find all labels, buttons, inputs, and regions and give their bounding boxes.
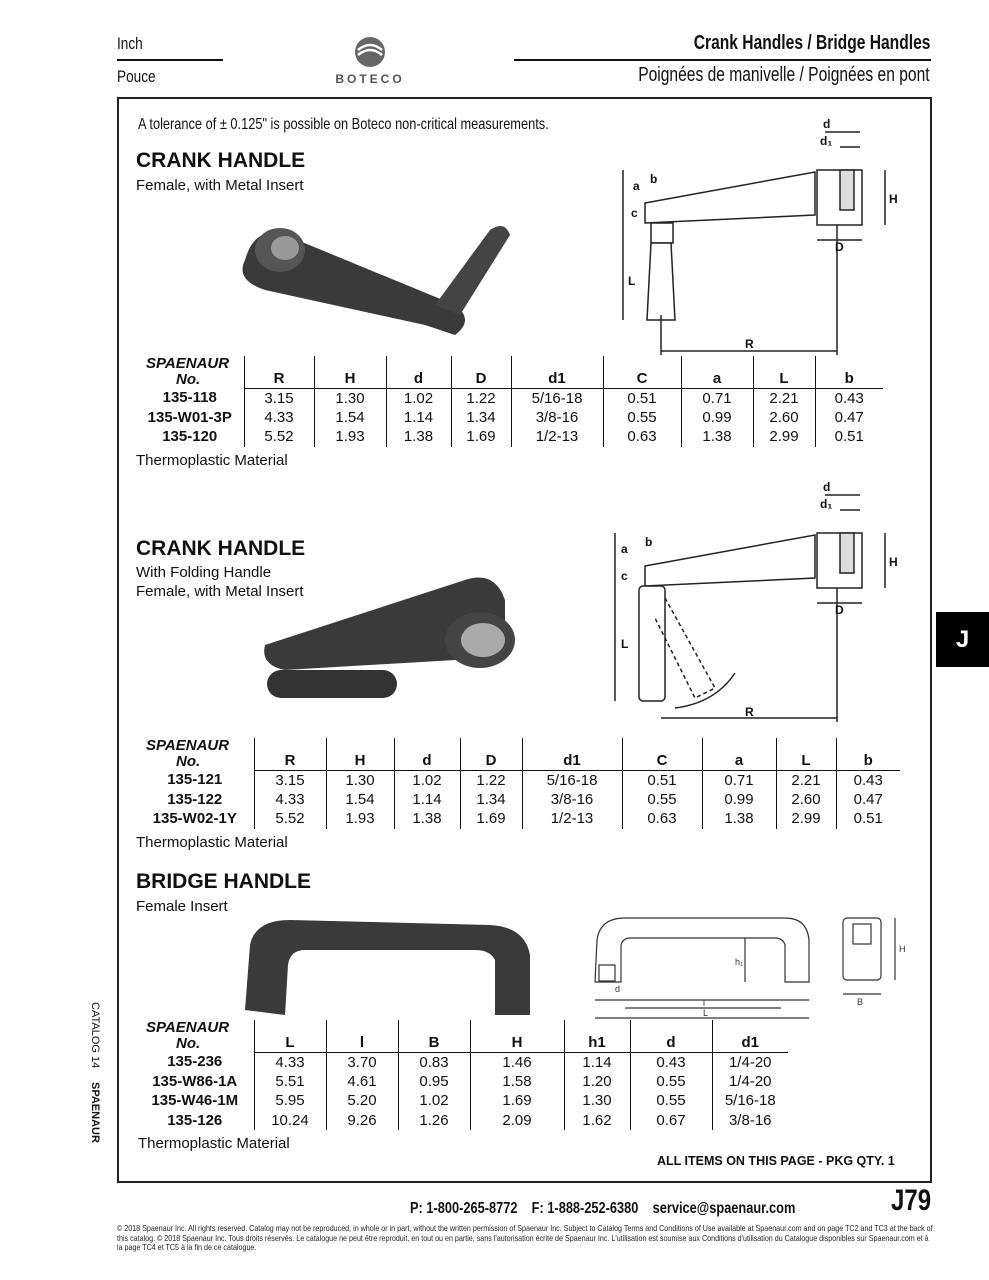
table-header-row: [136, 356, 883, 388]
crank-handle-diagram: [595, 115, 905, 365]
value-cell: 2.60: [753, 408, 815, 428]
value-cell: 1.38: [386, 427, 451, 447]
svg-text:l: l: [703, 998, 705, 1008]
column-header: B: [398, 1020, 470, 1052]
part-number-cell: 135-236: [167, 1053, 223, 1071]
value-cell: 5/16-18: [712, 1091, 788, 1111]
value-cell: 0.71: [681, 388, 753, 408]
value-cell: 3.15: [244, 388, 314, 408]
header-label: No.: [176, 371, 201, 388]
side-catalog-text: CATALOG 14: [89, 1002, 101, 1069]
svg-text:b: b: [650, 172, 658, 186]
spec-table: [136, 1020, 788, 1130]
value-cell: 1/2-13: [511, 427, 603, 447]
value-cell: 1.26: [398, 1111, 470, 1131]
value-cell: 1.30: [314, 388, 386, 408]
value-cell: 1.93: [314, 427, 386, 447]
value-cell: 1.22: [460, 770, 522, 790]
value-cell: 1/4-20: [712, 1072, 788, 1092]
value-cell: 2.21: [753, 388, 815, 408]
part-number-cell: 135-121: [167, 771, 223, 789]
value-cell: 1.30: [564, 1091, 630, 1111]
value-cell: 1.14: [394, 790, 460, 810]
column-header: d: [394, 738, 460, 770]
value-cell: 1.20: [564, 1072, 630, 1092]
bridge-handle-photo: [240, 915, 540, 1020]
part-number-cell: 135-W46-1M: [151, 1092, 239, 1110]
spec-table-2: [136, 738, 900, 829]
spec-table-3: [136, 1020, 788, 1130]
value-cell: 3/8-16: [712, 1111, 788, 1131]
value-cell: 0.47: [815, 408, 883, 428]
column-header: C: [603, 356, 681, 388]
value-cell: 3/8-16: [522, 790, 622, 810]
svg-text:L: L: [621, 637, 629, 651]
brand-text: BOTECO: [335, 72, 405, 86]
column-header: L: [254, 1020, 326, 1052]
email-link[interactable]: service@spaenaur.com: [652, 1200, 796, 1217]
bridge-handle-diagram: [585, 910, 915, 1030]
section-tab-j: J: [936, 612, 989, 667]
unit-pouce: Pouce: [117, 67, 156, 86]
svg-text:d₁: d₁: [820, 134, 833, 148]
section-title: CRANK HANDLE: [136, 537, 306, 560]
value-cell: 1.02: [398, 1091, 470, 1111]
section-subtitle: Female, with Metal Insert: [136, 177, 304, 194]
column-header: d: [630, 1020, 712, 1052]
boteco-logo: [318, 34, 422, 86]
crank-handle-photo: [225, 210, 525, 340]
table-row: [136, 388, 883, 408]
value-cell: 0.55: [630, 1091, 712, 1111]
title-en: Crank Handles / Bridge Handles: [693, 32, 930, 54]
value-cell: 1.02: [386, 388, 451, 408]
svg-text:b: b: [645, 535, 653, 549]
column-header: R: [244, 356, 314, 388]
value-cell: 1.34: [451, 408, 511, 428]
value-cell: 1.58: [470, 1072, 564, 1092]
table-row: [136, 1111, 788, 1131]
value-cell: 1.46: [470, 1052, 564, 1072]
table-row: [136, 809, 900, 829]
value-cell: 0.55: [630, 1072, 712, 1092]
column-header: a: [702, 738, 776, 770]
value-cell: 0.43: [815, 388, 883, 408]
phone: P: 1-800-265-8772: [410, 1200, 518, 1217]
header-label: No.: [176, 1035, 201, 1052]
svg-text:H: H: [899, 944, 906, 954]
value-cell: 1.69: [451, 427, 511, 447]
value-cell: 0.51: [622, 770, 702, 790]
value-cell: 1.02: [394, 770, 460, 790]
table-row: [136, 770, 900, 790]
table-row: [136, 1091, 788, 1111]
svg-text:d: d: [823, 480, 831, 494]
header-label: SPAENAUR: [146, 1019, 230, 1036]
table-header-row: [136, 738, 900, 770]
svg-text:d: d: [615, 984, 621, 994]
value-cell: 1.30: [326, 770, 394, 790]
spec-table: [136, 356, 883, 447]
value-cell: 5/16-18: [511, 388, 603, 408]
column-header: R: [254, 738, 326, 770]
header-label: SPAENAUR: [146, 737, 230, 754]
value-cell: 2.60: [776, 790, 836, 810]
value-cell: 1/4-20: [712, 1052, 788, 1072]
column-header: H: [470, 1020, 564, 1052]
column-header: C: [622, 738, 702, 770]
value-cell: 0.83: [398, 1052, 470, 1072]
svg-text:H: H: [889, 555, 898, 569]
svg-text:c: c: [621, 569, 628, 583]
column-header: d1: [712, 1020, 788, 1052]
column-header: d1: [522, 738, 622, 770]
value-cell: 2.99: [753, 427, 815, 447]
svg-text:L: L: [628, 274, 636, 288]
table-row: [136, 408, 883, 428]
part-number-cell: 135-W86-1A: [152, 1072, 238, 1090]
svg-text:c: c: [631, 206, 638, 220]
value-cell: 1.62: [564, 1111, 630, 1131]
value-cell: 4.33: [254, 1052, 326, 1072]
spec-table: [136, 738, 900, 829]
value-cell: 0.63: [603, 427, 681, 447]
value-cell: 0.55: [622, 790, 702, 810]
part-number-cell: 135-W01-3P: [147, 408, 232, 426]
side-brand-text: SPAENAUR: [89, 1082, 101, 1143]
part-number-cell: 135-118: [162, 389, 217, 407]
column-header: b: [815, 356, 883, 388]
svg-text:a: a: [621, 542, 628, 556]
value-cell: 5.95: [254, 1091, 326, 1111]
part-number-cell: 135-W02-1Y: [152, 810, 237, 828]
value-cell: 0.67: [630, 1111, 712, 1131]
material-note: Thermoplastic Material: [138, 1135, 290, 1152]
svg-text:R: R: [745, 337, 754, 351]
value-cell: 0.71: [702, 770, 776, 790]
column-header: d: [386, 356, 451, 388]
value-cell: 5/16-18: [522, 770, 622, 790]
value-cell: 0.51: [815, 427, 883, 447]
tolerance-note: A tolerance of ± 0.125" is possible on Boteco non-critical measurements.: [138, 116, 549, 133]
column-header: D: [460, 738, 522, 770]
fax: F: 1-888-252-6380: [531, 1200, 639, 1217]
section-title: CRANK HANDLE: [136, 149, 306, 172]
part-number-cell: 135-120: [162, 428, 218, 446]
part-number-header: [136, 1020, 254, 1052]
pkg-qty-note: ALL ITEMS ON THIS PAGE - PKG QTY. 1: [657, 1154, 895, 1168]
value-cell: 2.09: [470, 1111, 564, 1131]
value-cell: 2.21: [776, 770, 836, 790]
value-cell: 1.14: [564, 1052, 630, 1072]
page-number: J79: [890, 1184, 931, 1217]
part-number-header: [136, 356, 244, 388]
svg-text:B: B: [857, 997, 864, 1007]
svg-text:D: D: [835, 603, 844, 617]
value-cell: 4.33: [254, 790, 326, 810]
part-number-cell: 135-122: [167, 790, 223, 808]
column-header: L: [753, 356, 815, 388]
header-label: No.: [176, 753, 201, 770]
spec-table-1: [136, 356, 883, 447]
value-cell: 0.63: [622, 809, 702, 829]
svg-text:R: R: [745, 705, 754, 719]
svg-text:H: H: [889, 192, 898, 206]
value-cell: 1.54: [326, 790, 394, 810]
value-cell: 1.34: [460, 790, 522, 810]
value-cell: 10.24: [254, 1111, 326, 1131]
value-cell: 3.15: [254, 770, 326, 790]
value-cell: 0.99: [702, 790, 776, 810]
legal-text: © 2018 Spaenaur Inc. All rights reserved. Catalog may not be reproduced, in whole or in part, without the written permission of Spaenaur Inc. Subject to Catalog Terms and Conditions of Use available at Spaenaur.com and on page TC2 and TC3 at the back of this catalog. © 2018 Spaenaur Inc. Tous droits réservés. Le catalogue ne peut être reproduit, en tout ou en partie, sans l'autorisation écrite de Spaenaur Inc. L'utilisation est soumise aux Conditions d'utilisation du Catalogue disponibles sur Spaenaur.com et à la page TC4 et TC5 à la fin de ce catalogue.: [117, 1223, 933, 1252]
value-cell: 3/8-16: [511, 408, 603, 428]
footer-contact: [410, 1200, 892, 1218]
section-subtitle: With Folding Handle: [136, 564, 272, 581]
svg-text:d: d: [823, 117, 831, 131]
value-cell: 5.51: [254, 1072, 326, 1092]
section-subtitle: Female Insert: [136, 898, 228, 915]
column-header: H: [326, 738, 394, 770]
svg-text:L: L: [703, 1008, 709, 1018]
value-cell: 5.20: [326, 1091, 398, 1111]
column-header: h1: [564, 1020, 630, 1052]
table-row: [136, 790, 900, 810]
value-cell: 0.99: [681, 408, 753, 428]
material-note: Thermoplastic Material: [136, 834, 288, 851]
section-subtitle: Female, with Metal Insert: [136, 583, 304, 600]
header-label: SPAENAUR: [146, 355, 230, 372]
part-number-header: [136, 738, 254, 770]
value-cell: 2.99: [776, 809, 836, 829]
table-row: [136, 1072, 788, 1092]
value-cell: 1.54: [314, 408, 386, 428]
column-header: D: [451, 356, 511, 388]
value-cell: 1.38: [681, 427, 753, 447]
svg-text:D: D: [835, 240, 844, 254]
svg-text:d₁: d₁: [820, 497, 833, 511]
part-number-cell: 135-126: [167, 1111, 223, 1129]
value-cell: 1.38: [394, 809, 460, 829]
value-cell: 1/2-13: [522, 809, 622, 829]
value-cell: 0.55: [603, 408, 681, 428]
folding-crank-handle-diagram: [595, 478, 905, 728]
table-row: [136, 427, 883, 447]
value-cell: 5.52: [254, 809, 326, 829]
svg-text:h₁: h₁: [735, 957, 744, 967]
value-cell: 0.95: [398, 1072, 470, 1092]
value-cell: 0.51: [603, 388, 681, 408]
value-cell: 0.43: [836, 770, 900, 790]
value-cell: 1.93: [326, 809, 394, 829]
folding-crank-handle-photo: [255, 570, 535, 705]
value-cell: 0.43: [630, 1052, 712, 1072]
table-row: [136, 1052, 788, 1072]
section-title: BRIDGE HANDLE: [136, 870, 312, 893]
unit-inch: Inch: [117, 34, 143, 53]
value-cell: 1.22: [451, 388, 511, 408]
value-cell: 1.38: [702, 809, 776, 829]
material-note: Thermoplastic Material: [136, 452, 288, 469]
table-header-row: [136, 1020, 788, 1052]
svg-text:a: a: [633, 179, 640, 193]
value-cell: 1.14: [386, 408, 451, 428]
value-cell: 4.33: [244, 408, 314, 428]
column-header: d1: [511, 356, 603, 388]
value-cell: 9.26: [326, 1111, 398, 1131]
column-header: b: [836, 738, 900, 770]
value-cell: 0.47: [836, 790, 900, 810]
value-cell: 1.69: [460, 809, 522, 829]
value-cell: 1.69: [470, 1091, 564, 1111]
column-header: a: [681, 356, 753, 388]
column-header: H: [314, 356, 386, 388]
value-cell: 5.52: [244, 427, 314, 447]
column-header: l: [326, 1020, 398, 1052]
value-cell: 0.51: [836, 809, 900, 829]
value-cell: 3.70: [326, 1052, 398, 1072]
title-fr: Poignées de manivelle / Poignées en pont: [638, 64, 930, 86]
value-cell: 4.61: [326, 1072, 398, 1092]
column-header: L: [776, 738, 836, 770]
